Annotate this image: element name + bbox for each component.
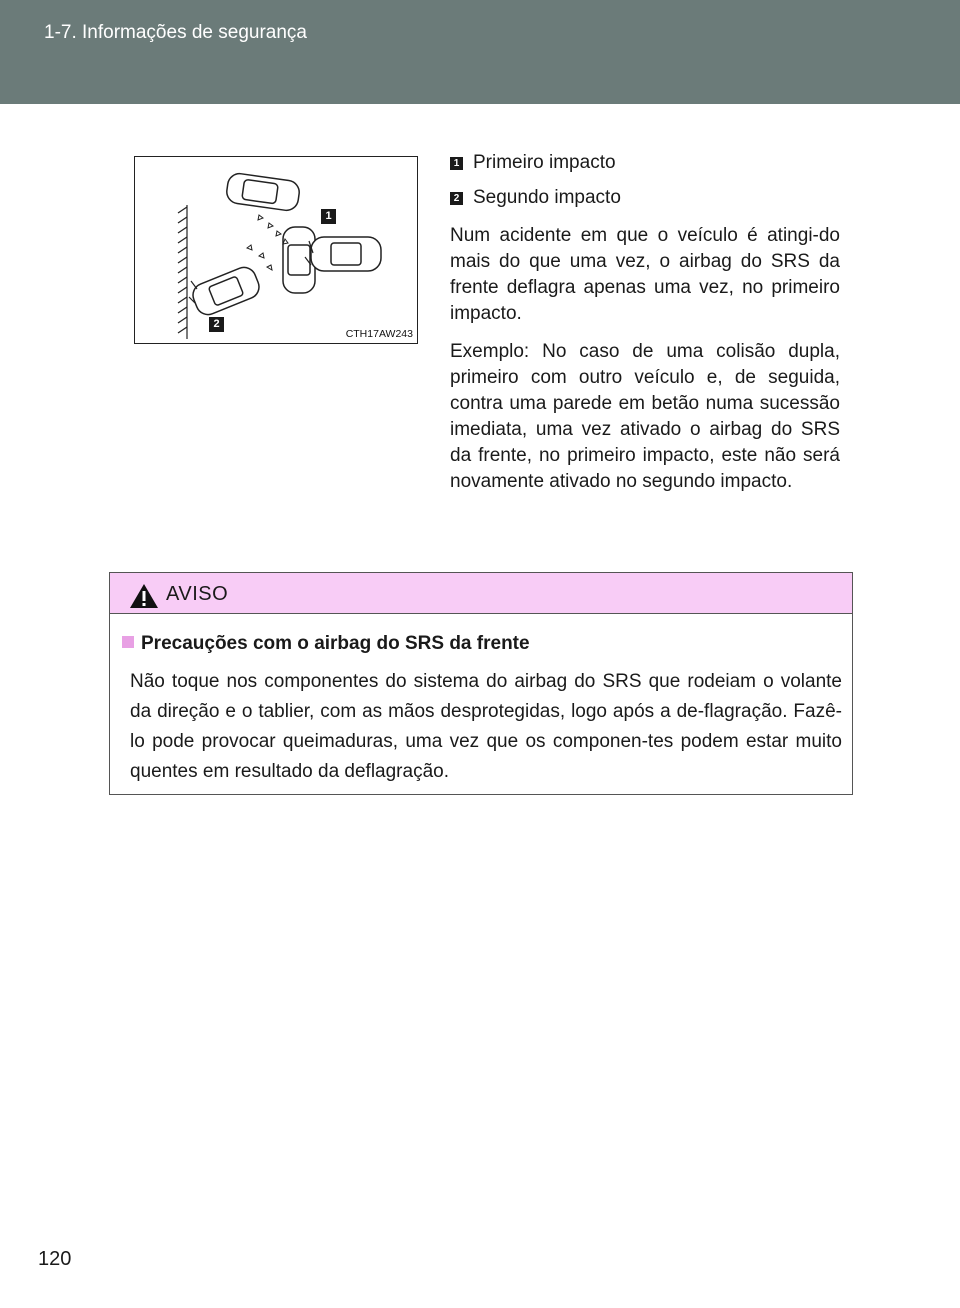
warning-body: Não toque nos componentes do sistema do airbag do SRS que rodeiam o volante da direção e o tablier, com as mãos desprotegidas, logo após a de-flagração. Fazê-lo pode provocar queimaduras, uma vez que os componen-tes podem estar muito quentes em resultado da deflagração. [130, 671, 842, 782]
collision-diagram [135, 157, 417, 343]
car-middle [283, 227, 315, 293]
legend-item-1 [450, 152, 616, 174]
legend-label-2: Segundo impacto [473, 187, 621, 208]
warning-subtitle: Precauções com o airbag do SRS da frente [141, 633, 530, 654]
path-arrows [247, 215, 288, 270]
warning-title-bar [110, 573, 852, 614]
bullet-square-icon [122, 636, 134, 648]
paragraph-example: Exemplo: No caso de uma colisão dupla, primeiro com outro veículo e, de seguida, contra uma parede em betão numa sucessão imediata, uma vez ativado o airbag do SRS da frente, no primeiro impacto, este não será novamente ativado no segundo impacto. [450, 341, 840, 492]
paragraph-intro: Num acidente em que o veículo é atingi-do mais do que uma vez, o airbag do SRS da frente deflagra apenas uma vez, no primeiro impacto. [450, 225, 840, 324]
page-header [0, 0, 960, 104]
figure-marker-2: 2 [209, 317, 224, 332]
car-other [311, 237, 381, 271]
legend-item-2 [450, 187, 621, 209]
figure-code: CTH17AW243 [345, 328, 413, 340]
warning-box [109, 572, 853, 795]
legend-marker-2: 2 [450, 192, 463, 205]
figure-marker-1: 1 [321, 209, 336, 224]
legend-marker-1: 1 [450, 157, 463, 170]
warning-subtitle-row [122, 633, 530, 655]
warning-triangle-icon [129, 583, 159, 609]
page-number: 120 [38, 1248, 72, 1270]
wall-hatching [178, 205, 187, 339]
warning-title: AVISO [166, 583, 229, 605]
section-title: 1-7. Informações de segurança [44, 22, 307, 43]
legend-label-1: Primeiro impacto [473, 152, 616, 173]
collision-illustration [134, 156, 418, 344]
car-start [225, 172, 300, 212]
car-wall [189, 264, 262, 318]
